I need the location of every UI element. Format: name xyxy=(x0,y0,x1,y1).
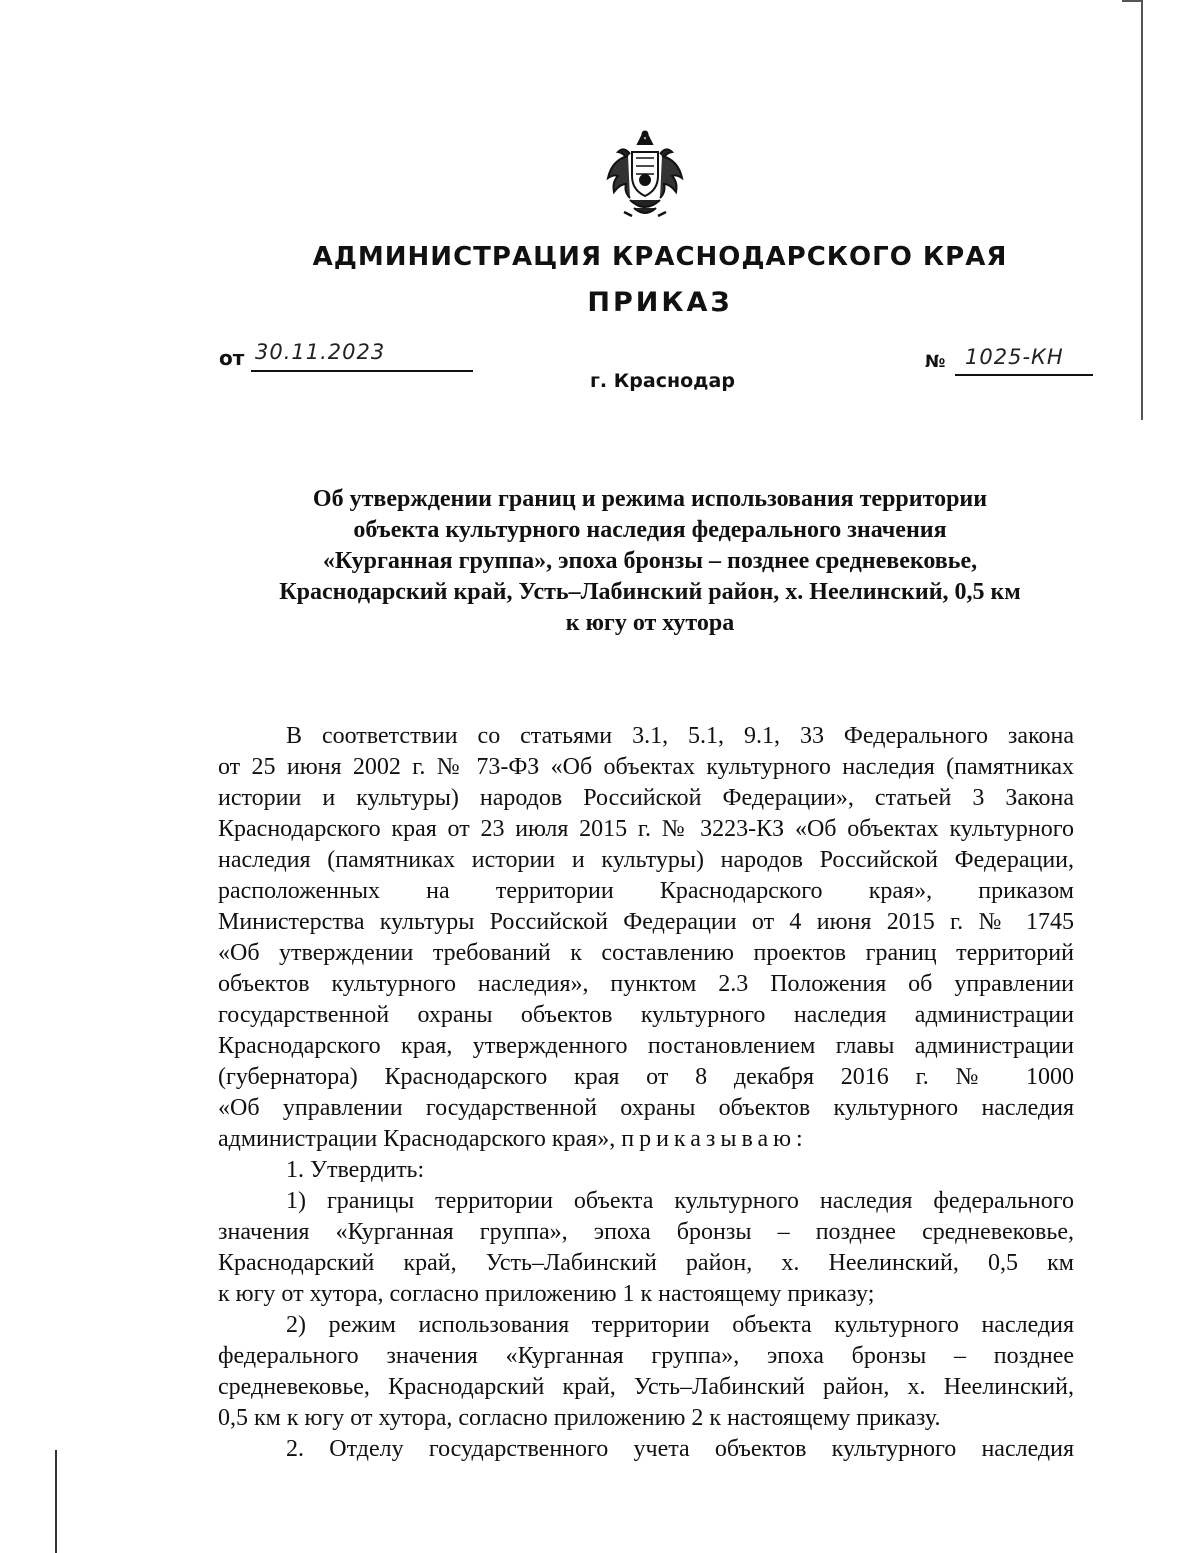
body-line xyxy=(218,1124,1074,1155)
document-body xyxy=(218,721,1074,1465)
order-verb: приказываю: xyxy=(621,1126,808,1152)
document-city: г. Краснодар xyxy=(590,370,735,392)
body-line: расположенных на территории Краснодарского края», приказом xyxy=(218,878,1074,904)
body-line: средневековье, Краснодарский край, Усть–Лабинский район, х. Неелинский, xyxy=(218,1374,1074,1400)
body-line: федерального значения «Курганная группа», эпоха бронзы – позднее xyxy=(218,1343,1074,1369)
title-line: Краснодарский край, Усть–Лабинский район, х. Неелинский, 0,5 км xyxy=(279,579,1021,605)
body-line: (губернатора) Краснодарского края от 8 декабря 2016 г. № 1000 xyxy=(218,1064,1074,1090)
title-line: объекта культурного наследия федерального значения xyxy=(353,517,947,543)
body-line: В соответствии со статьями 3.1, 5.1, 9.1, 33 Федерального закона xyxy=(286,723,1074,749)
body-line: 2) режим использования территории объекта культурного наследия xyxy=(286,1312,1074,1338)
document-number xyxy=(925,345,1095,380)
item-heading: 1. Утвердить: xyxy=(286,1157,425,1183)
scan-artifact xyxy=(55,1450,57,1553)
body-line: объектов культурного наследия», пунктом 2.3 Положения об управлении xyxy=(218,971,1074,997)
title-line: к югу от хутора xyxy=(565,610,735,636)
number-prefix: № xyxy=(925,352,946,372)
title-line: «Курганная группа», эпоха бронзы – позднее средневековье, xyxy=(322,548,978,574)
title-line: Об утверждении границ и режима использования территории xyxy=(312,486,988,512)
body-line: истории и культуры) народов Российской Федерации», статьей 3 Закона xyxy=(218,785,1074,811)
date-value: 30.11.2023 xyxy=(255,340,386,364)
body-line: значения «Курганная группа», эпоха бронзы – позднее средневековье, xyxy=(218,1219,1074,1245)
body-line: «Об утверждении требований к составлению проектов границ территорий xyxy=(218,940,1074,966)
number-value: 1025-КН xyxy=(965,345,1064,369)
document-type: ПРИКАЗ xyxy=(587,287,733,318)
body-line: Краснодарский край, Усть–Лабинский район, х. Неелинский, 0,5 км xyxy=(218,1250,1074,1276)
date-underline xyxy=(251,370,473,372)
scan-artifact xyxy=(1141,0,1143,420)
body-line: Краснодарского края, утвержденного постановлением главы администрации xyxy=(218,1033,1074,1059)
date-prefix: от xyxy=(219,346,245,370)
document-title xyxy=(200,484,1100,639)
body-line: наследия (памятниках истории и культуры) народов Российской Федерации, xyxy=(218,847,1074,873)
body-line: к югу от хутора, согласно приложению 1 к настоящему приказу; xyxy=(218,1281,875,1307)
body-line: 2. Отделу государственного учета объектов культурного наследия xyxy=(286,1436,1074,1462)
body-line: «Об управлении государственной охраны объектов культурного наследия xyxy=(218,1095,1074,1121)
body-line: от 25 июня 2002 г. № 73-ФЗ «Об объектах культурного наследия (памятниках xyxy=(218,754,1074,780)
scan-artifact xyxy=(1122,0,1143,2)
coat-of-arms-icon xyxy=(600,130,690,222)
body-line: Краснодарского края от 23 июля 2015 г. № 3223-КЗ «Об объектах культурного xyxy=(218,816,1074,842)
body-line: государственной охраны объектов культурного наследия администрации xyxy=(218,1002,1074,1028)
body-line: Министерства культуры Российской Федерации от 4 июня 2015 г. № 1745 xyxy=(218,909,1074,935)
body-line: 1) границы территории объекта культурного наследия федерального xyxy=(286,1188,1074,1214)
body-line: 0,5 км к югу от хутора, согласно приложению 2 к настоящему приказу. xyxy=(218,1405,941,1431)
body-text: администрации Краснодарского края», xyxy=(218,1126,616,1152)
number-underline xyxy=(955,374,1093,376)
organization-name: АДМИНИСТРАЦИЯ КРАСНОДАРСКОГО КРАЯ xyxy=(312,242,1008,272)
document-date xyxy=(219,340,479,376)
